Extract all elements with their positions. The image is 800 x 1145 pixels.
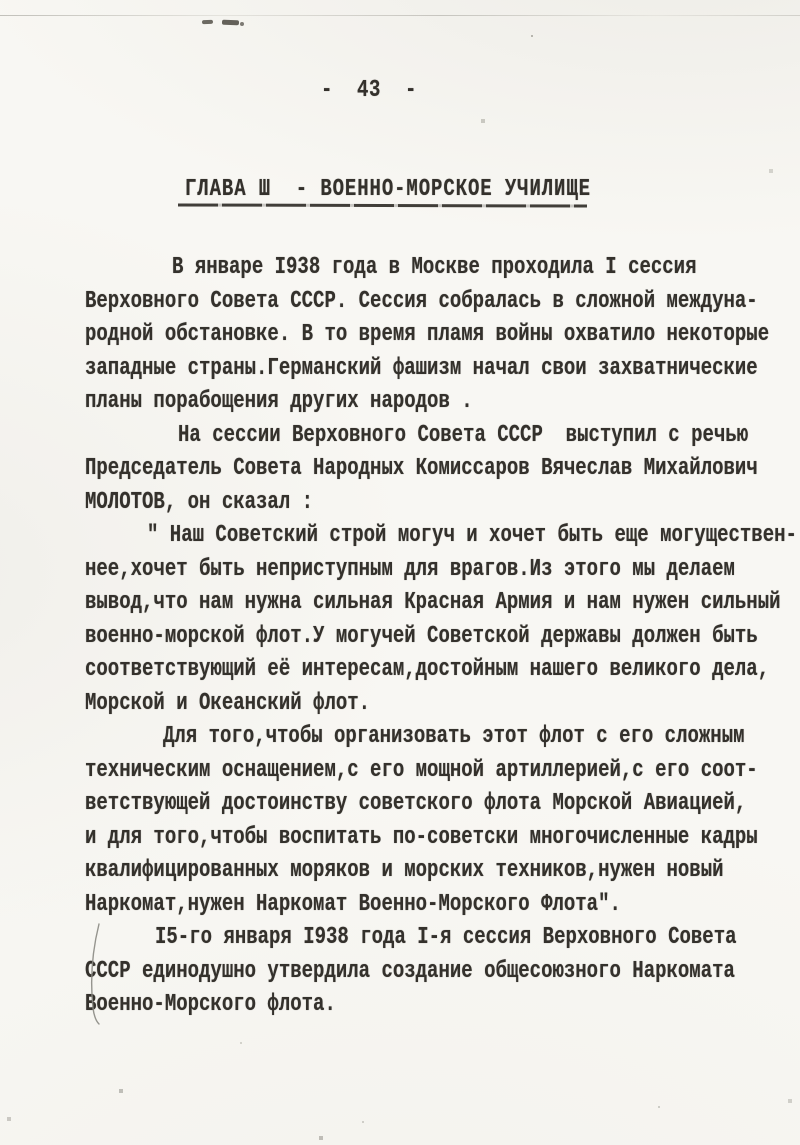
text-line: и для того,чтобы воспитать по-советски многочисленные кадры (85, 822, 758, 851)
text-line: нее,хочет быть неприступным для врагов.Из этого мы делаем (85, 554, 735, 583)
text-line: Морской и Океанский флот. (85, 688, 371, 717)
text-line: I5-го января I938 года I-я сессия Верховного Совета (155, 923, 737, 951)
chapter-title: ГЛАВА Ш - ВОЕННО-МОРСКОЕ УЧИЛИЩЕ (185, 175, 591, 203)
ink-smudge (202, 20, 213, 25)
text-line: квалифицированных моряков и морских техников,нужен новый (85, 856, 724, 884)
text-line: Председатель Совета Народных Комиссаров Вячеслав Михайлович (85, 454, 758, 482)
page-number: - 43 - (321, 76, 418, 104)
text-line: техническим оснащением,с его мощной артиллерией,с его соот- (85, 755, 758, 784)
text-line: военно-морской флот.У могучей Советской державы должен быть (85, 621, 758, 650)
text-line: Военно-Морского флота. (85, 990, 336, 1018)
text-line: Для того,чтобы организовать этот флот с его сложным (163, 722, 745, 750)
scan-artifact-line (0, 15, 800, 16)
text-line: МОЛОТОВ, он сказал : (85, 487, 314, 516)
paper-specks (0, 0, 2, 2)
text-line: вывод,что нам нужна сильная Красная Армия и нам нужен сильный (85, 588, 781, 616)
text-line: родной обстановке. В то время пламя войны охватило некоторые (85, 320, 770, 348)
text-line: западные страны.Германский фашизм начал свои захватнические (85, 353, 758, 382)
ink-smudge (240, 22, 244, 26)
text-line: СССР единодушно утвердила создание общесоюзного Наркомата (85, 956, 735, 985)
text-line: " Наш Советский строй могуч и хочет быть еще могуществен- (147, 521, 797, 549)
text-line: Наркомат,нужен Наркомат Военно-Морского Флота". (85, 889, 621, 918)
body-text (85, 251, 797, 1022)
text-line: планы порабощения других народов . (85, 387, 473, 415)
text-line: В январе I938 года в Москве проходила I сессия (172, 253, 697, 281)
ink-smudge (222, 20, 239, 26)
text-line: ветствующей достоинству советского флота Морской Авиацией, (85, 789, 747, 817)
text-line: На сессии Верховного Совета СССР выступил с речью (178, 420, 749, 449)
text-line: соответствующий её интересам,достойным нашего великого дела, (85, 655, 770, 683)
text-line: Верховного Совета СССР. Сессия собралась в сложной междуна- (85, 286, 758, 315)
